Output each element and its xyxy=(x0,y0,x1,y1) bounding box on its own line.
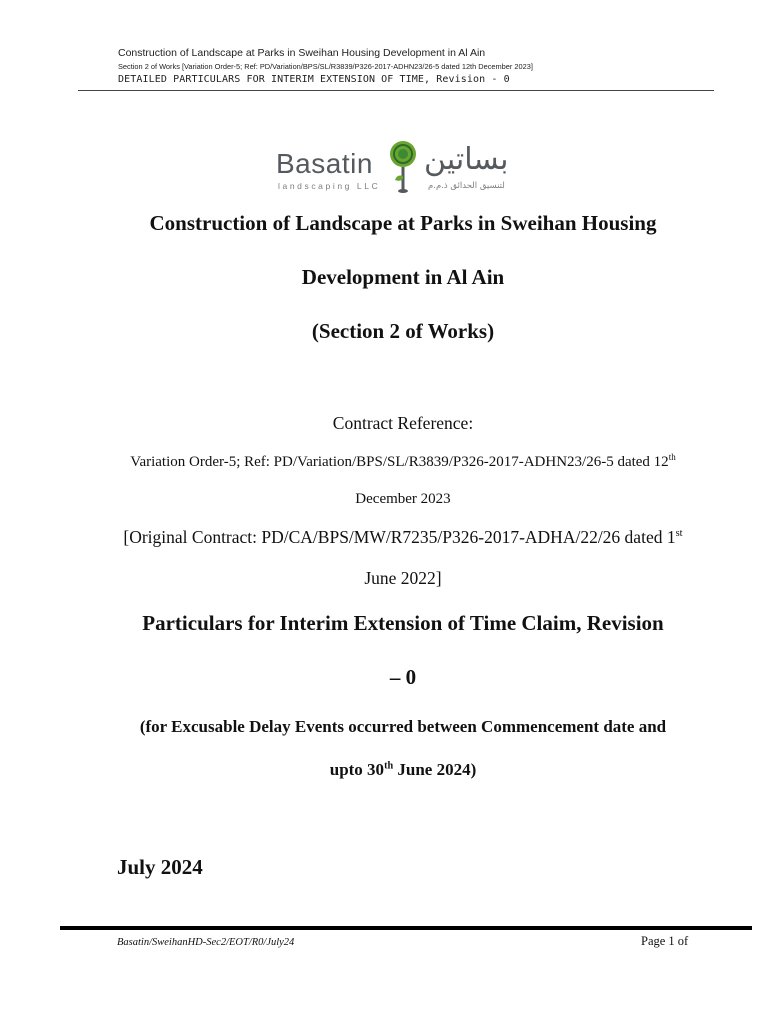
basatin-logo xyxy=(276,136,520,194)
logo-latin-subtitle: landscaping LLC xyxy=(278,181,381,191)
logo-arabic-subtitle: لتنسيق الحدائق ذ.م.م xyxy=(428,181,505,191)
header-document-title: DETAILED PARTICULARS FOR INTERIM EXTENSION OF TIME, Revision - 0 xyxy=(118,74,510,85)
particulars-title-line-2: – 0 xyxy=(389,665,417,689)
logo-arabic-name: بساتين xyxy=(424,142,509,177)
contract-reference-line-2: December 2023 xyxy=(355,491,451,507)
document-title-line-1: Construction of Landscape at Parks in Sweihan Housing xyxy=(149,211,657,235)
header-divider xyxy=(78,90,714,91)
document-date: July 2024 xyxy=(117,855,203,879)
contract-reference-line-1: Variation Order-5; Ref: PD/Variation/BPS/SL/R3839/P326-2017-ADHN23/26-5 dated 12th xyxy=(130,452,676,470)
particulars-subtitle-line-2: upto 30th June 2024) xyxy=(329,760,477,779)
header-project-title: Construction of Landscape at Parks in Sweihan Housing Development in Al Ain xyxy=(118,47,486,59)
original-contract-line-2: June 2022] xyxy=(364,568,442,588)
contract-reference-label: Contract Reference: xyxy=(332,413,474,433)
original-contract-line-1: [Original Contract: PD/CA/BPS/MW/R7235/P326-2017-ADHA/22/26 dated 1st xyxy=(123,527,683,547)
particulars-subtitle-line-1: (for Excusable Delay Events occurred between Commencement date and xyxy=(139,717,667,736)
footer-divider xyxy=(60,926,752,930)
particulars-title-line-1: Particulars for Interim Extension of Time Claim, Revision xyxy=(142,611,664,635)
logo-latin-name: Basatin xyxy=(276,148,373,179)
tree-logo-icon xyxy=(388,138,418,194)
header-section-reference: Section 2 of Works [Variation Order-5; Ref: PD/Variation/BPS/SL/R3839/P326-2017-ADHN23/26-5 dated 12th December 2023] xyxy=(118,62,533,71)
footer-page-number: Page 1 of xyxy=(641,934,689,948)
footer-document-reference: Basatin/SweihanHD-Sec2/EOT/R0/July24 xyxy=(117,937,295,948)
document-title-line-3: (Section 2 of Works) xyxy=(311,319,495,343)
document-title-line-2: Development in Al Ain xyxy=(301,265,505,289)
